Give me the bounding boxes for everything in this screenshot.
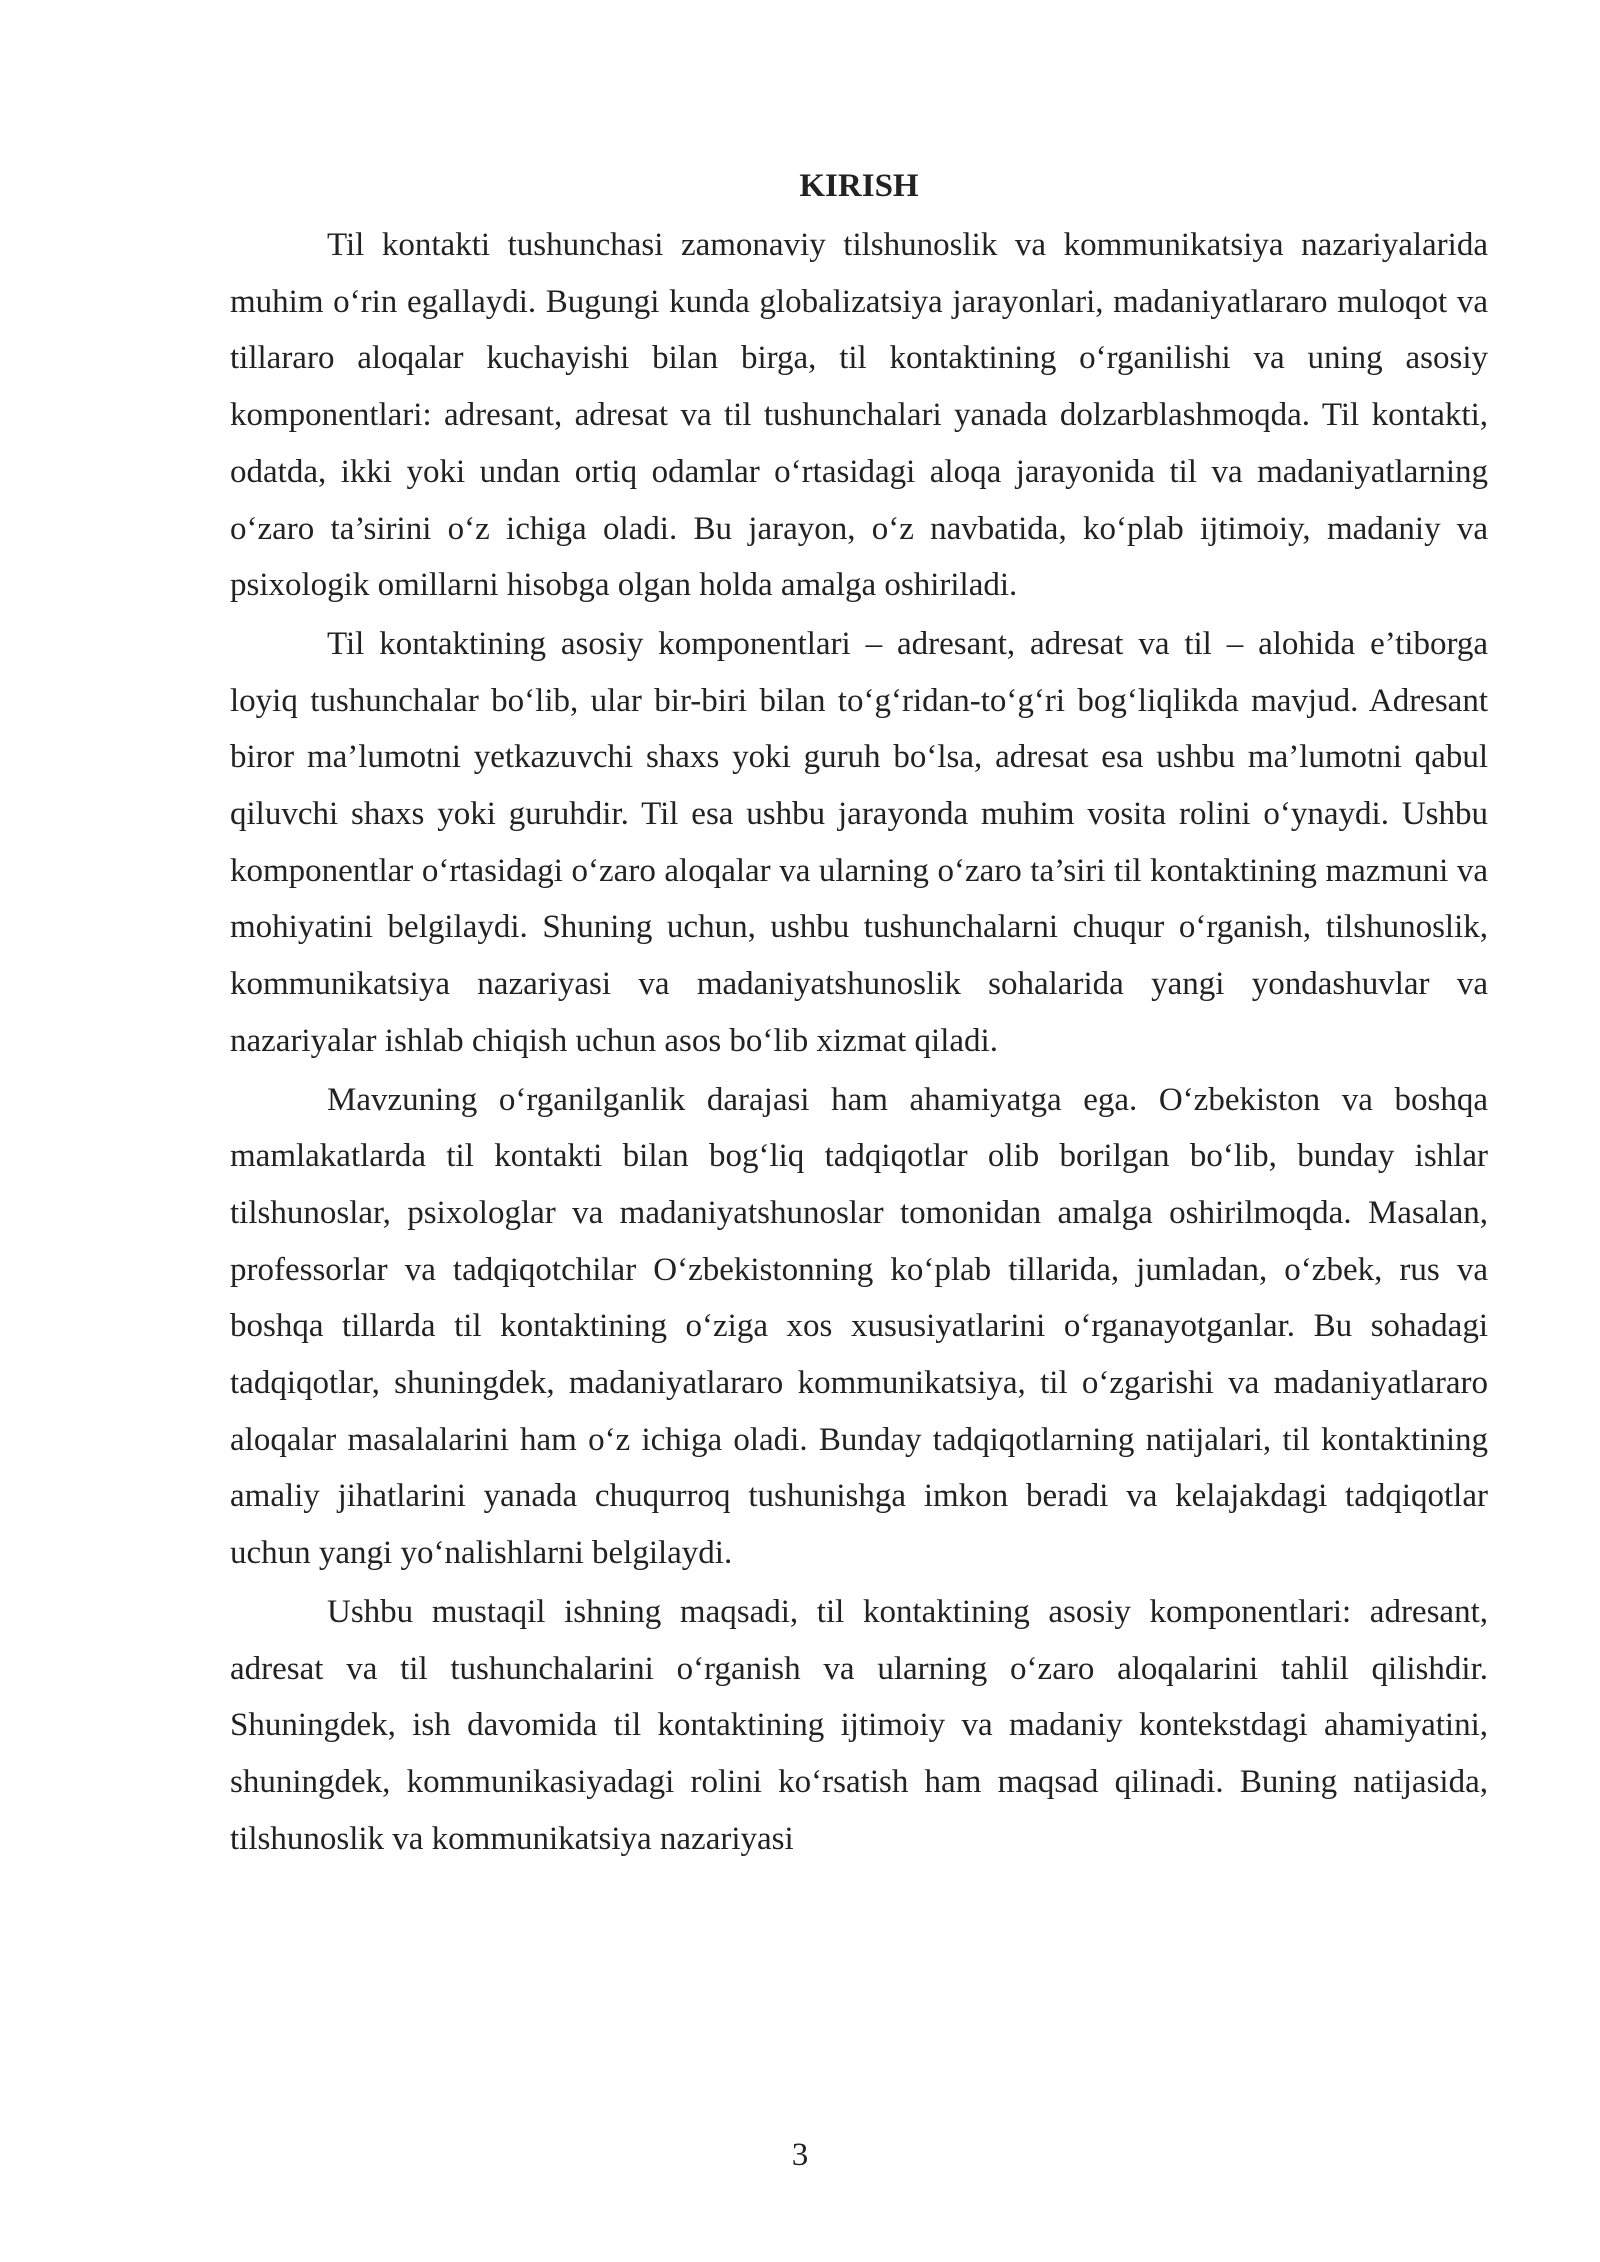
page-number: 3 — [791, 2137, 809, 2173]
paragraph-2: Til kontaktining asosiy komponentlari – adresant, adresat va til – alohida e’tiborga loyiq tushunchalar bo‘lib, ular bir-biri bilan to‘g‘ridan-to‘g‘ri bog‘liqlikda mavjud. Adresant biror ma’lumotni yetkazuvchi shaxs yoki guruh bo‘lsa, adresat esa ushbu ma’lumotni qabul qiluvchi shaxs yoki guruhdir. Til esa ushbu jarayonda muhim vosita rolini o‘ynaydi. Ushbu komponentlar o‘rtasidagi o‘zaro aloqalar va ularning o‘zaro ta’siri til kontaktining mazmuni va mohiyatini belgilaydi. Shuning uchun, ushbu tushunchalarni chuqur o‘rganish, tilshunoslik, kommunikatsiya nazariyasi va madaniyatshunoslik sohalarida yangi yondashuvlar va nazariyalar ishlab chiqish uchun asos bo‘lib xizmat qiladi. — [230, 625, 1488, 1059]
page-body — [230, 165, 1488, 1867]
paragraph-3: Mavzuning o‘rganilganlik darajasi ham ahamiyatga ega. O‘zbekiston va boshqa mamlakatlarda til kontakti bilan bog‘liq tadqiqotlar olib borilgan bo‘lib, bunday ishlar tilshunoslar, psixologlar va madaniyatshunoslar tomonidan amalga oshirilmoqda. Masalan, professorlar va tadqiqotchilar O‘zbekistonning ko‘plab tillarida, jumladan, o‘zbek, rus va boshqa tillarda til kontaktining o‘ziga xos xususiyatlarini o‘rganayotganlar. Bu sohadagi tadqiqotlar, shuningdek, madaniyatlararo kommunikatsiya, til o‘zgarishi va madaniyatlararo aloqalar masalalarini ham o‘z ichiga oladi. Bunday tadqiqotlarning natijalari, til kontaktining amaliy jihatlarini yanada chuqurroq tushunishga imkon beradi va kelajakdagi tadqiqotlar uchun yangi yo‘nalishlarni belgilaydi. — [230, 1081, 1488, 1572]
section-title: KIRISH — [799, 168, 919, 204]
paragraph-1: Til kontakti tushunchasi zamonaviy tilshunoslik va kommunikatsiya nazariyalarida muhim o‘rin egallaydi. Bugungi kunda globalizatsiya jarayonlari, madaniyatlararo muloqot va tillararo aloqalar kuchayishi bilan birga, til kontaktining o‘rganilishi va uning asosiy komponentlari: adresant, adresat va til tushunchalari yanada dolzarblashmoqda. Til kontakti, odatda, ikki yoki undan ortiq odamlar o‘rtasidagi aloqa jarayonida til va madaniyatlarning o‘zaro ta’sirini o‘z ichiga oladi. Bu jarayon, o‘z navbatida, ko‘plab ijtimoiy, madaniy va psixologik omillarni hisobga olgan holda amalga oshiriladi. — [230, 227, 1488, 604]
paragraph-4: Ushbu mustaqil ishning maqsadi, til kontaktining asosiy komponentlari: adresant, adresat va til tushunchalarini o‘rganish va ularning o‘zaro aloqalarini tahlil qilishdir. Shuningdek, ish davomida til kontaktining ijtimoiy va madaniy kontekstdagi ahamiyatini, shuningdek, kommunikasiyadagi rolini ko‘rsatish ham maqsad qilinadi. Buning natijasida, tilshunoslik va kommunikatsiya nazariyasi — [230, 1593, 1488, 1857]
